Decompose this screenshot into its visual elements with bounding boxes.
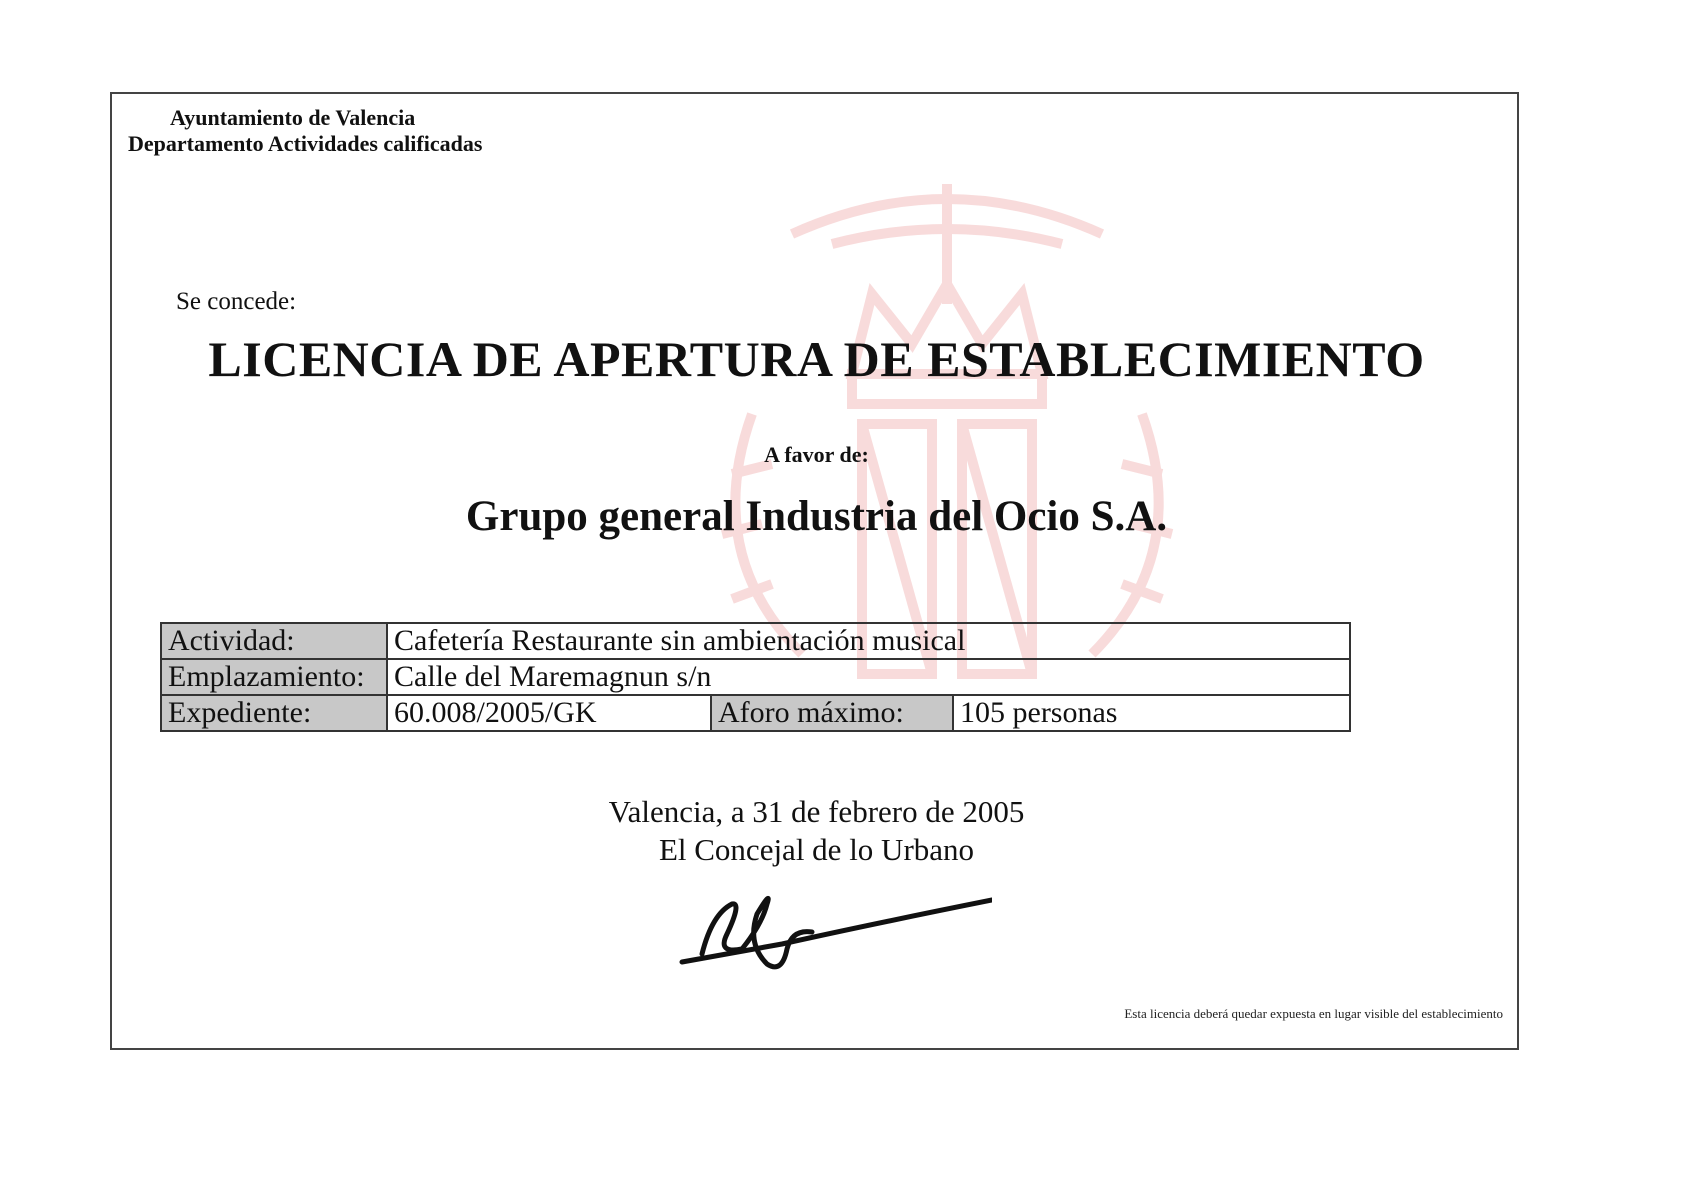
file-label: Expediente:	[161, 695, 387, 731]
license-title: LICENCIA DE APERTURA DE ESTABLECIMIENTO	[208, 331, 1425, 387]
department-name: Departamento Actividades calificadas	[128, 131, 483, 156]
table-row	[161, 695, 1350, 731]
capacity-label: Aforo máximo:	[711, 695, 953, 731]
file-value: 60.008/2005/GK	[387, 695, 711, 731]
table-row	[161, 659, 1350, 695]
license-details-table	[160, 622, 1351, 732]
table-row	[161, 623, 1350, 659]
beneficiary-name: Grupo general Industria del Ocio S.A.	[465, 493, 1168, 540]
activity-label: Actividad:	[161, 623, 387, 659]
display-notice: Esta licencia deberá quedar expuesta en lugar visible del establecimiento	[1124, 1006, 1503, 1021]
license-document	[110, 92, 1519, 1050]
activity-value: Cafetería Restaurante sin ambientación musical	[387, 623, 1350, 659]
organization-name: Ayuntamiento de Valencia	[170, 105, 416, 130]
place-date: Valencia, a 31 de febrero de 2005	[608, 794, 1025, 829]
signature-icon	[672, 854, 992, 974]
grant-label: Se concede:	[176, 288, 297, 315]
capacity-value: 105 personas	[953, 695, 1350, 731]
location-value: Calle del Maremagnun s/n	[387, 659, 1350, 695]
location-label: Emplazamiento:	[161, 659, 387, 695]
coat-of-arms-watermark-icon	[712, 174, 1182, 694]
signatory-role: El Concejal de lo Urbano	[658, 832, 975, 867]
favor-label: A favor de:	[764, 442, 869, 467]
